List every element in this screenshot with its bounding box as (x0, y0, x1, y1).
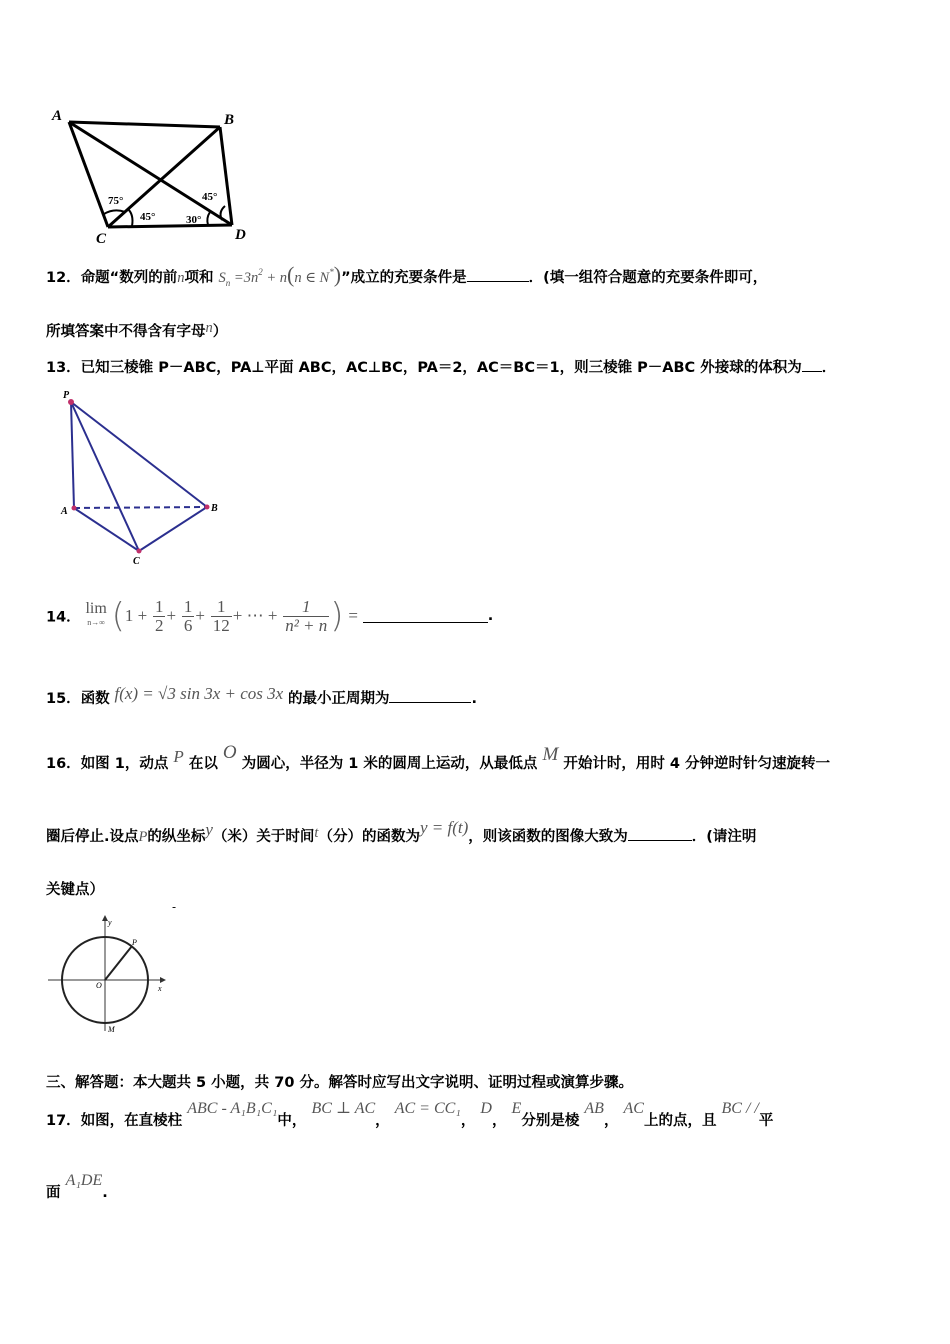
question-12-line1: 12．命题“数列的前n项和 $S_n =3n^2 + n(n$ ∈ N*)”成立的充要条件是 ．(填一组符合题意的充要条件即可， (46, 262, 768, 288)
q12-formula: $S_n =3n^2 + n(n$ ∈ N*) (218, 262, 342, 288)
label-p: P (63, 390, 70, 401)
vertex-a (72, 506, 77, 511)
q14-answer-blank[interactable] (363, 610, 488, 623)
angle-d-inner: 30° (186, 214, 202, 226)
edge-ab (69, 122, 220, 127)
angle-arc-c-inner (128, 209, 133, 226)
label-m: M (108, 1025, 115, 1034)
label-b: B (224, 112, 235, 128)
stray-dash: - (172, 900, 177, 914)
edge-ac (69, 122, 108, 227)
figure-tetrahedron-pabc (55, 388, 225, 568)
edge-pb (71, 402, 207, 507)
q16-answer-blank[interactable] (628, 828, 692, 841)
angle-c-outer: 75° (108, 195, 124, 207)
x-axis-arrow (160, 977, 166, 983)
q14-lim: lim n→∞ (85, 600, 107, 627)
edge-cd (108, 225, 232, 227)
question-16-line1: 16．如图 1，动点 P 在以 O 为圆心，半径为 1 米的圆周上运动，从最低点 M 开始计时，用时 4 分钟逆时针匀速旋转一 (46, 742, 831, 772)
label-y: y (108, 918, 112, 927)
figure-unit-circle (44, 913, 174, 1038)
section-3-heading: 三、解答题：本大题共 5 小题，共 70 分。解答时应写出文字说明、证明过程或演算步骤。 (46, 1075, 633, 1091)
question-12-line2: 所填答案中不得含有字母n） (46, 320, 228, 340)
q13-answer-blank[interactable] (802, 359, 822, 372)
label-p: P (132, 938, 137, 947)
vertex-b (205, 505, 210, 510)
question-14: 14． lim n→∞ (1 + $\frac{1}{2}$ + $\frac{1}{6}$ + $\frac{1}{12}$ + ⋯ + $\frac{1}{\text{n² + n}}$ ) = . (46, 596, 494, 636)
question-17-line1: 17．如图，在直棱柱 ABC - A₁B₁C₁中， BC ⊥ AC， AC = CC₁， D， E分别是棱 AB， AC上的点，且 BC / /平 (46, 1100, 774, 1129)
vertex-c (137, 549, 142, 554)
question-17-line2: 面 A₁DE. (46, 1172, 108, 1201)
edge-bc (139, 507, 207, 551)
q15-answer-blank[interactable] (389, 690, 471, 703)
angle-d-outer: 45° (202, 191, 218, 203)
q12-answer-blank[interactable] (467, 269, 529, 282)
label-a: A (61, 506, 68, 517)
question-13: 13．已知三棱锥 P－ABC，PA⊥平面 ABC，AC⊥BC，PA＝2，AC＝BC＝1，则三棱锥 P－ABC 外接球的体积为 ． (46, 360, 837, 376)
label-o: O (96, 981, 102, 990)
radius-op (105, 946, 132, 980)
label-c: C (96, 231, 107, 247)
edge-ab-dashed (74, 507, 207, 508)
label-a: A (52, 108, 63, 124)
label-d: D (235, 227, 246, 243)
edge-pa (71, 402, 74, 508)
angle-c-inner: 45° (140, 211, 156, 223)
figure-quadrilateral-abcd (40, 100, 260, 250)
label-x: x (158, 984, 162, 993)
question-16-line3: 关键点） (46, 882, 104, 898)
q12-number: 12． (46, 270, 81, 286)
question-15: 15．函数 f(x) = √3 sin 3x + cos 3x 的最小正周期为 . (46, 684, 477, 707)
label-c: C (133, 556, 140, 567)
label-b: B (211, 503, 218, 514)
question-16-line2: 圈后停止.设点P的纵坐标y（米）关于时间t（分）的函数为y = f(t)，则该函数的图像大致为 ．(请注明 (46, 818, 757, 845)
angle-arc-d-inner (207, 212, 210, 225)
